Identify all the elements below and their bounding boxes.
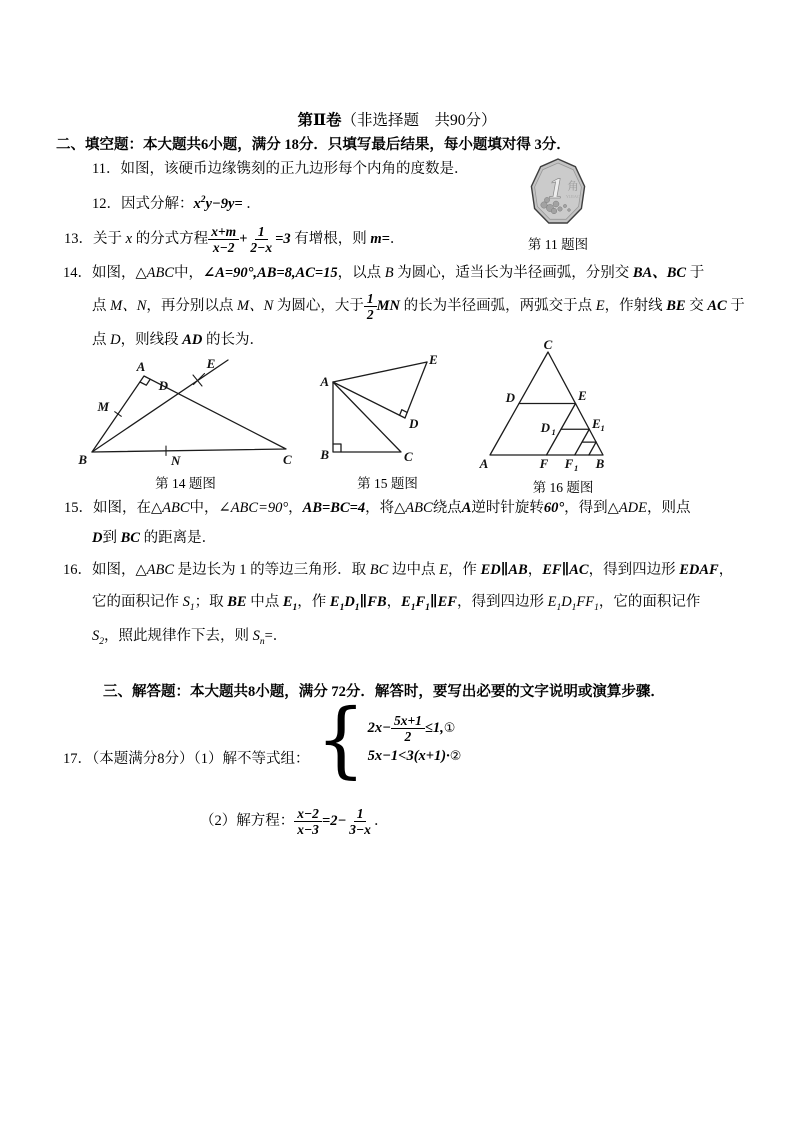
q15-triangle-abc2: △ABC	[394, 500, 433, 516]
figure-11-caption: 第 11 题图	[527, 236, 589, 252]
q14-point-d: D	[110, 332, 121, 348]
figure-q16-block	[470, 338, 656, 497]
fig14-label-e: E	[206, 356, 216, 371]
fig16-label-e: E	[578, 388, 587, 403]
fig14-label-d: D	[158, 378, 168, 393]
q16-m3-d-sub: 1	[571, 602, 577, 613]
q16-quad-e1d1ff1	[547, 594, 599, 613]
q14-text7: ，再分别以点	[146, 297, 237, 314]
inequality-2	[368, 747, 462, 767]
q14-triangle-abc: △ABC	[135, 265, 175, 281]
fig14-label-a: A	[136, 359, 146, 374]
question-16-line1	[63, 561, 733, 581]
coin-digit: 1	[548, 172, 564, 205]
q16-s2	[92, 628, 104, 647]
q14-text3: ，以点	[337, 265, 385, 281]
q12-prefix: 12．因式分解：	[92, 195, 194, 212]
q16-parallel-1: ED∥AB	[480, 562, 528, 578]
q16-e1-base: E	[282, 594, 293, 610]
q16-m2-rest: ∥EF	[429, 594, 457, 610]
fig16-label-c: C	[543, 338, 553, 352]
q13-text3: 有增根，则	[290, 230, 371, 247]
q16-parallel-3	[329, 594, 387, 613]
q15-text5: 绕点	[432, 500, 462, 516]
question-15-line1	[64, 499, 691, 519]
q13-text: 13．关于	[64, 230, 126, 247]
question-14-line1	[63, 264, 704, 284]
system-brace: {	[316, 692, 366, 788]
q16-point-e: E	[439, 562, 448, 578]
q14-text10: ，作射线	[604, 297, 667, 314]
q12-math	[194, 196, 243, 212]
q15-text3: ，	[288, 500, 303, 516]
q16-m2-e-sub: 1	[410, 602, 416, 613]
q14-segment-ad: AD	[182, 332, 203, 348]
q13-frac2-den: 2−x	[250, 240, 273, 256]
q16-text: 16．如图，	[63, 562, 136, 578]
q16-text10: 中点	[246, 594, 283, 610]
fig15-label-a: A	[320, 374, 329, 389]
q16-segment-be: BE	[227, 594, 247, 610]
q16-m3-d: D	[561, 594, 572, 610]
q13-frac1-num: x+m	[208, 224, 239, 240]
q13-tail: ．	[389, 230, 405, 247]
q16-m1-e: E	[329, 594, 340, 610]
q14-text14: ，则线段	[120, 332, 183, 348]
fig14-lines	[92, 360, 286, 452]
q16-m2-f: F	[415, 594, 426, 610]
fig15-lines	[333, 362, 427, 452]
ineq1-right: ≤1,	[424, 720, 444, 737]
ineq2-expr: 5x−1<3(x+1)·	[367, 748, 450, 765]
q13-fraction-1	[208, 224, 239, 255]
q15-triangle-abc: △ABC	[151, 500, 190, 516]
fig16-label-e1-sub: 1	[600, 423, 605, 433]
triangle-figure-14	[78, 354, 293, 466]
q13-frac1-den: x−2	[212, 240, 235, 256]
fig16-label-f: F	[539, 456, 549, 471]
question-17-part2	[200, 806, 388, 837]
q13-var-m: m=	[370, 230, 390, 247]
question-13	[64, 224, 404, 255]
q14-segment-mn: MN	[376, 297, 400, 314]
q15-side-bc: BC	[120, 530, 140, 546]
q15-sides: AB=BC=4	[302, 500, 366, 516]
q14-sides-ba-bc: BA、BC	[632, 265, 687, 281]
fig14-label-b: B	[78, 452, 87, 466]
figure-q15-block	[315, 352, 460, 493]
q12-expr: y−9y=	[205, 195, 243, 212]
q16-e1	[282, 594, 298, 613]
q16-text15: ，照此规律作下去，则	[104, 628, 253, 644]
circled-2-mark: ②	[449, 749, 462, 765]
q16-parallel-4	[401, 594, 457, 613]
fig16-label-f1-sub: 1	[574, 463, 579, 472]
q12-tail: ．	[242, 195, 261, 212]
fig16-label-b: B	[595, 456, 605, 471]
q16-m3-e-sub: 1	[556, 602, 562, 613]
q16-e1-sub: 1	[292, 602, 298, 613]
triangle-figure-15	[315, 352, 460, 462]
question-14-line3	[92, 331, 264, 351]
q15-text9: 到	[102, 530, 121, 546]
figure-q14-block	[78, 354, 293, 493]
q14-points-mn2: M、N	[237, 297, 274, 314]
fig16-label-e1: E	[592, 416, 601, 431]
q15-angle: ∠ABC=90°	[218, 500, 289, 516]
fig16-label-d: D	[505, 390, 515, 405]
q15-text: 15．如图，在	[64, 500, 151, 516]
q16-s1	[182, 594, 195, 613]
q14-givens: ∠A=90°,AB=8,AC=15	[203, 265, 338, 281]
q14-points-mn: M、N	[110, 297, 147, 314]
q13-equals-3: =3	[275, 230, 291, 247]
q14-frac-den: 2	[366, 307, 374, 323]
inequality-1	[368, 713, 462, 744]
q12-var: x	[193, 195, 201, 212]
q15-rotation-angle: 60°	[543, 500, 565, 516]
q14-frac-num: 1	[364, 291, 377, 307]
q16-text5: ，	[527, 562, 543, 578]
q14-text8: 为圆心，大于	[273, 297, 364, 314]
q16-parallel-2: EF∥AC	[542, 562, 589, 578]
fig14-label-m: M	[97, 399, 109, 414]
coin-unit: 角	[567, 181, 579, 193]
q15-text10: 的距离是．	[139, 530, 217, 546]
q15-text2: 中，	[189, 500, 219, 516]
fig16-label-f1: F	[564, 456, 574, 471]
q15-text6: 逆时针旋转	[471, 500, 544, 516]
q16-m2-f-sub: 1	[425, 602, 430, 613]
p2-frac2-den: 3−x	[349, 822, 371, 838]
question-11-text: 11．如图，该硬币边缘镌刻的正九边形每个内角的度数是．	[92, 161, 469, 177]
q16-text7: ，	[718, 562, 734, 578]
q14-point-e: E	[595, 297, 605, 314]
ineq1-fraction	[391, 713, 425, 744]
q14-text9: 的长为半径画弧，两弧交于点	[400, 297, 596, 314]
q14-text5: 于	[686, 265, 705, 281]
q16-text14: ，它的面积记作	[598, 594, 701, 610]
q16-m1-d: D	[344, 594, 355, 610]
q16-text2: 是边长为 1 的等边三角形．取	[174, 562, 370, 578]
question-16-line3	[92, 627, 287, 649]
q16-text12: ，	[386, 594, 402, 610]
q16-text8: 它的面积记作	[92, 594, 183, 610]
page-title	[0, 111, 794, 132]
figure-14-caption: 第 14 题图	[155, 475, 216, 491]
q16-m3-e: E	[547, 594, 557, 610]
q17-p2-period: ．	[373, 812, 389, 829]
q16-s2-sub: 2	[99, 636, 104, 647]
question-17-label: 17．（本题满分8分）（1）解不等式组：	[63, 751, 310, 767]
q13-fraction-2	[247, 224, 275, 255]
q16-text9: ；取	[194, 594, 228, 610]
q15-point-a: A	[461, 500, 472, 516]
coin-image	[529, 157, 587, 227]
q12-exponent: 2	[200, 195, 206, 205]
q13-var-x: x	[125, 230, 133, 247]
question-15-line2	[92, 529, 216, 549]
q14-half-fraction	[364, 291, 377, 322]
q14-text4: 为圆心，适当长为半径画弧，分别交	[393, 265, 633, 281]
q15-text4: ，将	[365, 500, 395, 516]
question-16-line2	[92, 593, 700, 615]
fig16-label-a: A	[479, 456, 489, 471]
fig14-label-c: C	[283, 452, 292, 466]
system-lines	[368, 713, 462, 767]
q16-m1-e-sub: 1	[339, 602, 345, 613]
q16-sn-base: S	[252, 628, 260, 644]
section-solve-heading: 三、解答题：本大题共8小题，满分 72分．解答时，要写出必要的文字说明或演算步骤．	[103, 684, 665, 700]
fig14-label-n: N	[171, 453, 181, 466]
coin-pinyin: YIJIAO	[565, 194, 581, 199]
q13-frac2-num: 1	[255, 224, 268, 240]
q17-p2-fraction-1	[294, 806, 322, 837]
q16-text4: ，作	[447, 562, 481, 578]
p2-frac1-den: x−3	[297, 822, 319, 838]
fig15-label-b: B	[320, 447, 329, 462]
q16-m3-ff-sub: 1	[594, 602, 599, 613]
fig15-label-e: E	[429, 352, 438, 367]
figure-16-caption: 第 16 题图	[532, 479, 594, 495]
q16-quad-edaf: EDAF	[679, 562, 719, 578]
q17-p2-middle: =2−	[321, 812, 347, 829]
q13-plus: +	[239, 230, 248, 247]
q13-text2: 的分式方程	[132, 230, 209, 247]
q16-s1-sub: 1	[189, 602, 195, 613]
circled-1-mark: ①	[443, 721, 456, 737]
q17-inequality-system	[316, 692, 462, 788]
q15-text8: ，则点	[647, 500, 691, 516]
q16-s1-base: S	[182, 594, 190, 610]
q14-ray-be: BE	[666, 297, 686, 314]
q15-text7: ，得到	[564, 500, 608, 516]
q16-m1-d-sub: 1	[354, 602, 360, 613]
q14-text11: 交	[685, 297, 708, 314]
ineq1-left: 2x−	[367, 720, 391, 737]
triangle-figure-16	[470, 338, 656, 472]
q16-sn	[252, 628, 265, 647]
q14-text15: 的长为．	[202, 332, 265, 348]
q14-text: 14．如图，	[63, 265, 136, 281]
ineq1-frac-den: 2	[404, 729, 412, 745]
q15-point-d: D	[92, 530, 103, 546]
section-fill-in-heading: 二、填空题：本大题共6小题，满分 18分．只填写最后结果，每小题填对得 3分．	[56, 137, 571, 153]
q16-text11: ，作	[297, 594, 330, 610]
fig16-label-d1-sub: 1	[551, 427, 556, 437]
question-14-line2	[92, 291, 745, 322]
q16-text16: =．	[264, 628, 288, 644]
q16-triangle-abc: △ABC	[135, 562, 175, 578]
page-title-volume: 第Ⅱ卷	[297, 112, 342, 129]
q16-text6: ，得到四边形	[588, 562, 680, 578]
q16-text13: ，得到四边形	[456, 594, 548, 610]
q16-text3: 边中点	[388, 562, 440, 578]
page-title-subtitle: （非选择题 共90分）	[341, 112, 497, 129]
q16-side-bc: BC	[369, 562, 389, 578]
fig15-label-c: C	[404, 449, 413, 462]
ineq1-frac-num: 5x+1	[391, 713, 425, 729]
q16-sn-sub: n	[259, 636, 265, 647]
q14-point-b: B	[384, 265, 394, 281]
fig15-label-d: D	[409, 416, 419, 431]
q16-m1-rest: ∥FB	[359, 594, 387, 610]
question-12	[92, 194, 261, 214]
fig16-label-d1: D	[540, 420, 550, 435]
q14-text12: 于	[726, 297, 745, 314]
q17-p2-fraction-2	[346, 806, 374, 837]
q16-m3-ff: FF	[576, 594, 595, 610]
q14-text6: 点	[92, 297, 111, 314]
q14-text13: 点	[92, 332, 111, 348]
p2-frac2-num: 1	[354, 806, 367, 822]
q15-triangle-ade: △ADE	[607, 500, 648, 516]
q14-text2: 中，	[174, 265, 204, 281]
coin-figure-block	[524, 157, 592, 254]
q17-p2-label: （2）解方程：	[200, 812, 295, 829]
q16-m2-e: E	[401, 594, 411, 610]
p2-frac1-num: x−2	[294, 806, 322, 822]
q14-side-ac: AC	[707, 297, 727, 314]
q16-s2-base: S	[92, 628, 100, 644]
figure-15-caption: 第 15 题图	[357, 475, 418, 491]
